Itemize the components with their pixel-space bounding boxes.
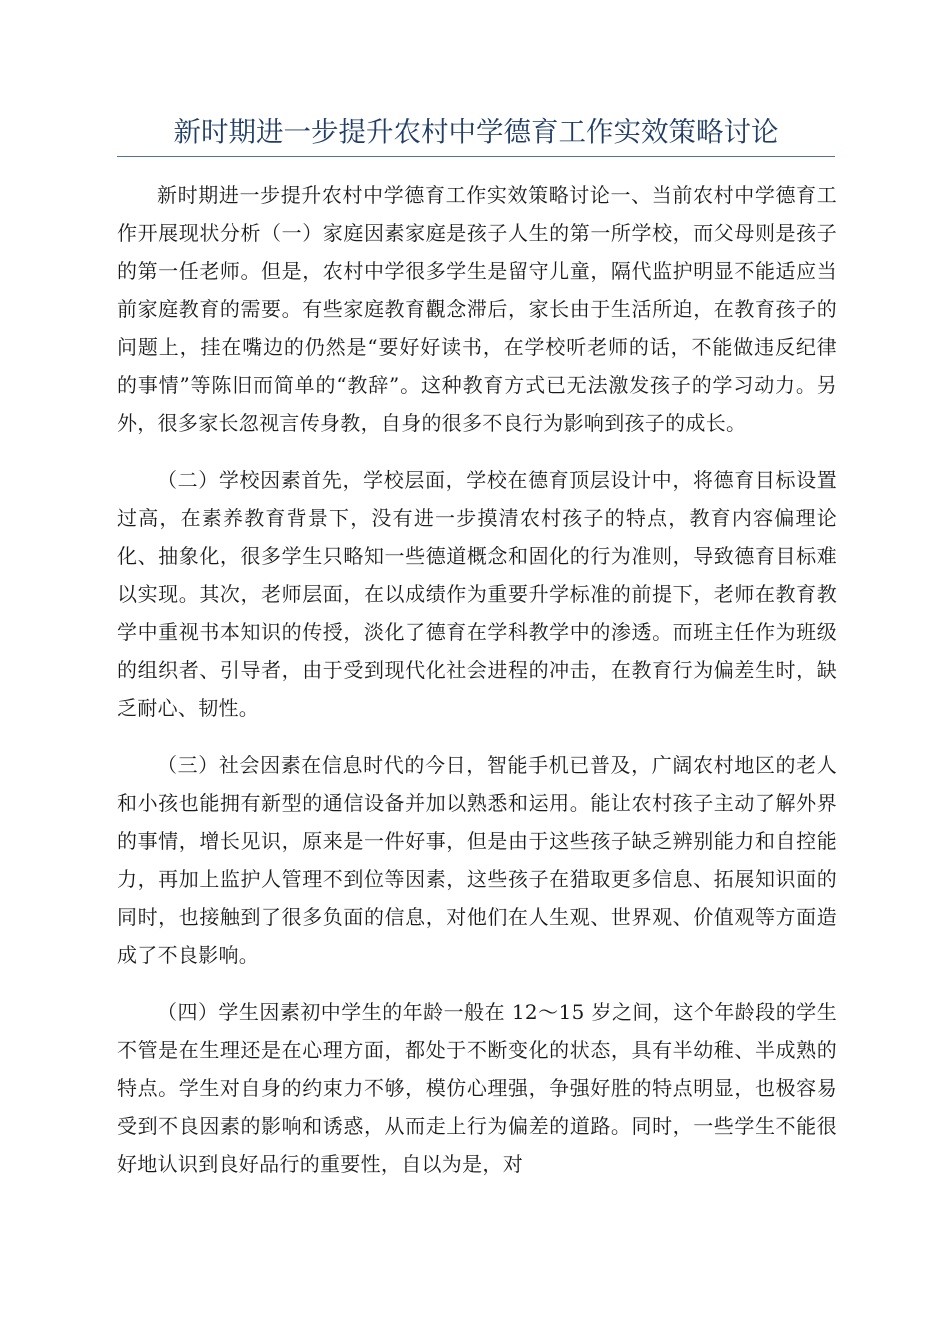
paragraph-3: （三）社会因素在信息时代的今日，智能手机已普及，广阔农村地区的老人和小孩也能拥有新型的通信设备并加以熟悉和运用。能让农村孩子主动了解外界的事情，增长见识，原来是一件好事，但是由于这些孩子缺乏辨别能力和自控能力，再加上监护人管理不到位等因素，这些孩子在猎取更多信息、拓展知识面的同时，也接触到了很多负面的信息，对他们在人生观、世界观、价值观等方面造成了不良影响。 [117,753,837,967]
document-title: 新时期进一步提升农村中学德育工作实效策略讨论 [173,116,779,148]
document-body [117,176,837,1202]
paragraph-2: （二）学校因素首先，学校层面，学校在德育顶层设计中，将德育目标设置过高，在素养教育背景下，没有进一步摸清农村孩子的特点，教育内容偏理论化、抽象化，很多学生只略知一些德道概念和固化的行为准则，导致德育目标难以实现。其次，老师层面，在以成绩作为重要升学标准的前提下，老师在教育教学中重视书本知识的传授，淡化了德育在学科教学中的渗透。而班主任作为班级的组织者、引导者，由于受到现代化社会进程的冲击，在教育行为偏差生时，缺乏耐心、韧性。 [117,468,837,720]
title-block [117,110,835,157]
paragraph-4: （四）学生因素初中学生的年龄一般在 12～15 岁之间，这个年龄段的学生不管是在生理还是在心理方面，都处于不断变化的状态，具有半幼稚、半成熟的特点。学生对自身的约束力不够，模仿心理强，争强好胜的特点明显，也极容易受到不良因素的影响和诱惑，从而走上行为偏差的道路。同时，一些学生不能很好地认识到良好品行的重要性，自以为是，对 [117,1000,837,1176]
paragraph-1: 新时期进一步提升农村中学德育工作实效策略讨论一、当前农村中学德育工作开展现状分析（一）家庭因素家庭是孩子人生的第一所学校，而父母则是孩子的第一任老师。但是，农村中学很多学生是留守儿童，隔代监护明显不能适应当前家庭教育的需要。有些家庭教育觀念滞后，家长由于生活所迫，在教育孩子的问题上，挂在嘴边的仍然是“要好好读书，在学校听老师的话，不能做违反纪律的事情”等陈旧而简单的“教辞”。这种教育方式已无法激发孩子的学习动力。另外，很多家长忽视言传身教，自身的很多不良行为影响到孩子的成长。 [117,183,837,435]
